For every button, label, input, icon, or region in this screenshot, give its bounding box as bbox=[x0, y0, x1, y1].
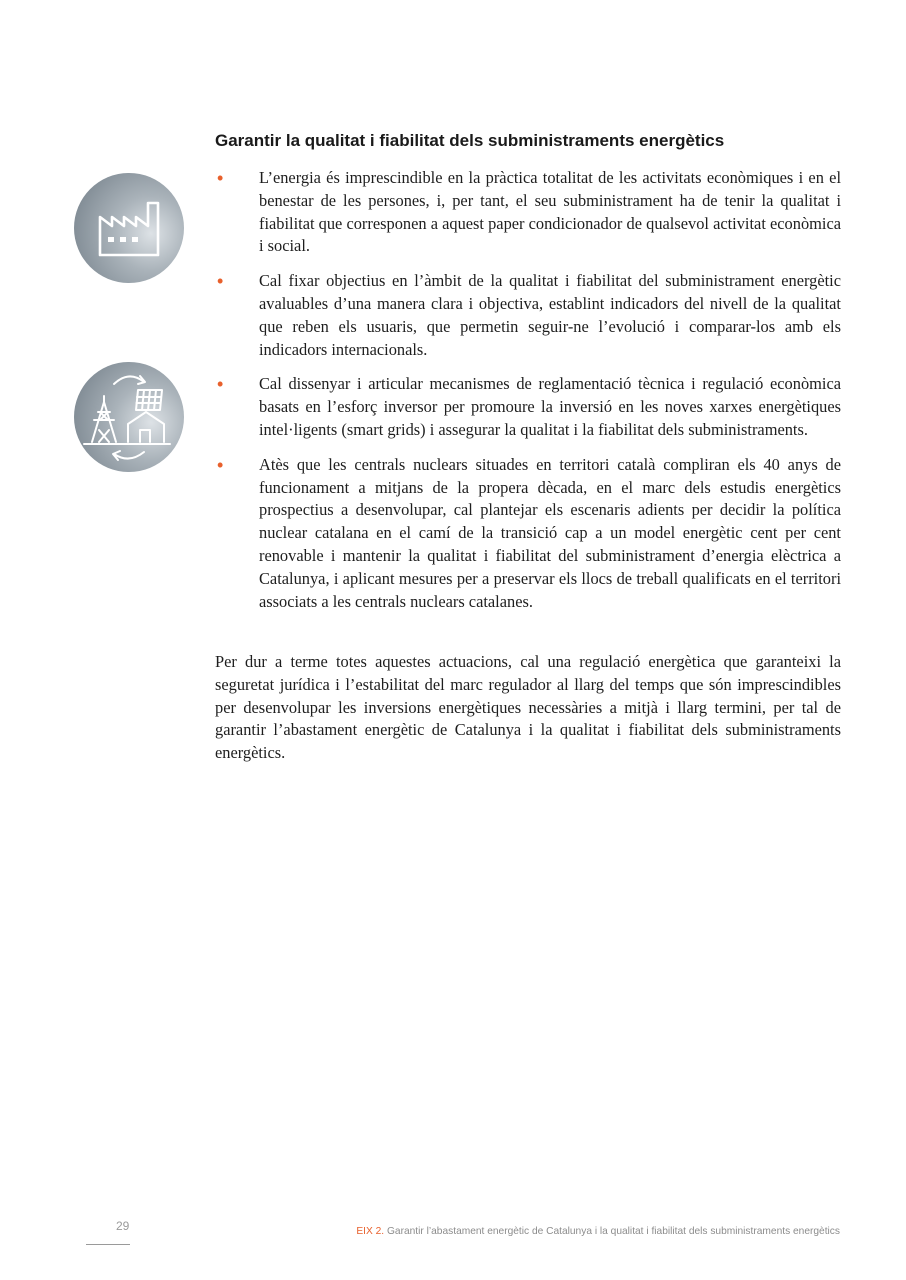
bullet-list bbox=[215, 167, 841, 625]
list-item bbox=[215, 454, 841, 614]
running-footer bbox=[356, 1226, 840, 1237]
bullet-icon: • bbox=[217, 271, 224, 292]
list-item bbox=[215, 373, 841, 441]
footer-section-title: Garantir l’abastament energètic de Catalunya i la qualitat i fiabilitat dels subministraments energètics bbox=[386, 1226, 840, 1237]
list-item-text: Atès que les centrals nuclears situades en territori català compliran els 40 anys de funcionament a mitjans de la propera dècada, en el marc dels estudis energètics prospectius a desenvolupar, cal plantejar els escenaris adients per decidir la política nuclear catalana en el camí de la transició cap a un model energètic cent per cent renovable i mantenir la qualitat i fiabilitat del subministrament d’energia elèctrica a Catalunya, i aplicant mesures per a preservar els llocs de treball qualificats en el territori associats a les centrals nuclears catalanes. bbox=[259, 454, 841, 611]
power-grid-icon bbox=[74, 362, 184, 472]
bullet-icon: • bbox=[217, 454, 224, 475]
page-number: 29 bbox=[116, 1219, 130, 1233]
list-item bbox=[215, 270, 841, 361]
bullet-icon: • bbox=[217, 168, 224, 188]
footer-section-label: EIX 2. bbox=[356, 1226, 385, 1237]
bullet-icon: • bbox=[217, 374, 224, 395]
list-item bbox=[215, 167, 841, 258]
factory-icon bbox=[74, 173, 184, 283]
list-item-text: L’energia és imprescindible en la pràctica totalitat de les activitats econòmiques i en el benestar de les persones, i, per tant, el seu subministrament ha de tenir la qualitat i fiabilitat que corresponen a aquest paper condicionador de qualsevol activitat econòmica i social. bbox=[259, 168, 841, 256]
closing-paragraph: Per dur a terme totes aquestes actuacions, cal una regulació energètica que garanteixi la seguretat jurídica i l’estabilitat del marc regulador al llarg del temps que són imprescindibles per desenvolupar les inversions energètiques necessàries a mitjà i llarg termini, per tal de garantir l’abastament energètic de Catalunya i la qualitat i fiabilitat dels subministraments energètics. bbox=[215, 652, 841, 763]
list-item-text: Cal dissenyar i articular mecanismes de reglamentació tècnica i regulació econòmica basats en l’esforç inversor per promoure la inversió en les noves xarxes energètiques intel·ligents (smart grids) i assegurar la qualitat i la fiabilitat dels subministraments. bbox=[259, 374, 841, 439]
list-item-text: Cal fixar objectius en l’àmbit de la qualitat i fiabilitat del subministrament energètic avaluables d’una manera clara i objectiva, establint indicadors del nivell de la qualitat que reben els usuaris, que permetin seguir-ne l’evolució i comparar-los amb els indicadors internacionals. bbox=[259, 271, 841, 359]
section-heading: Garantir la qualitat i fiabilitat dels subministraments energètics bbox=[215, 131, 725, 150]
footer-divider bbox=[86, 1244, 130, 1245]
